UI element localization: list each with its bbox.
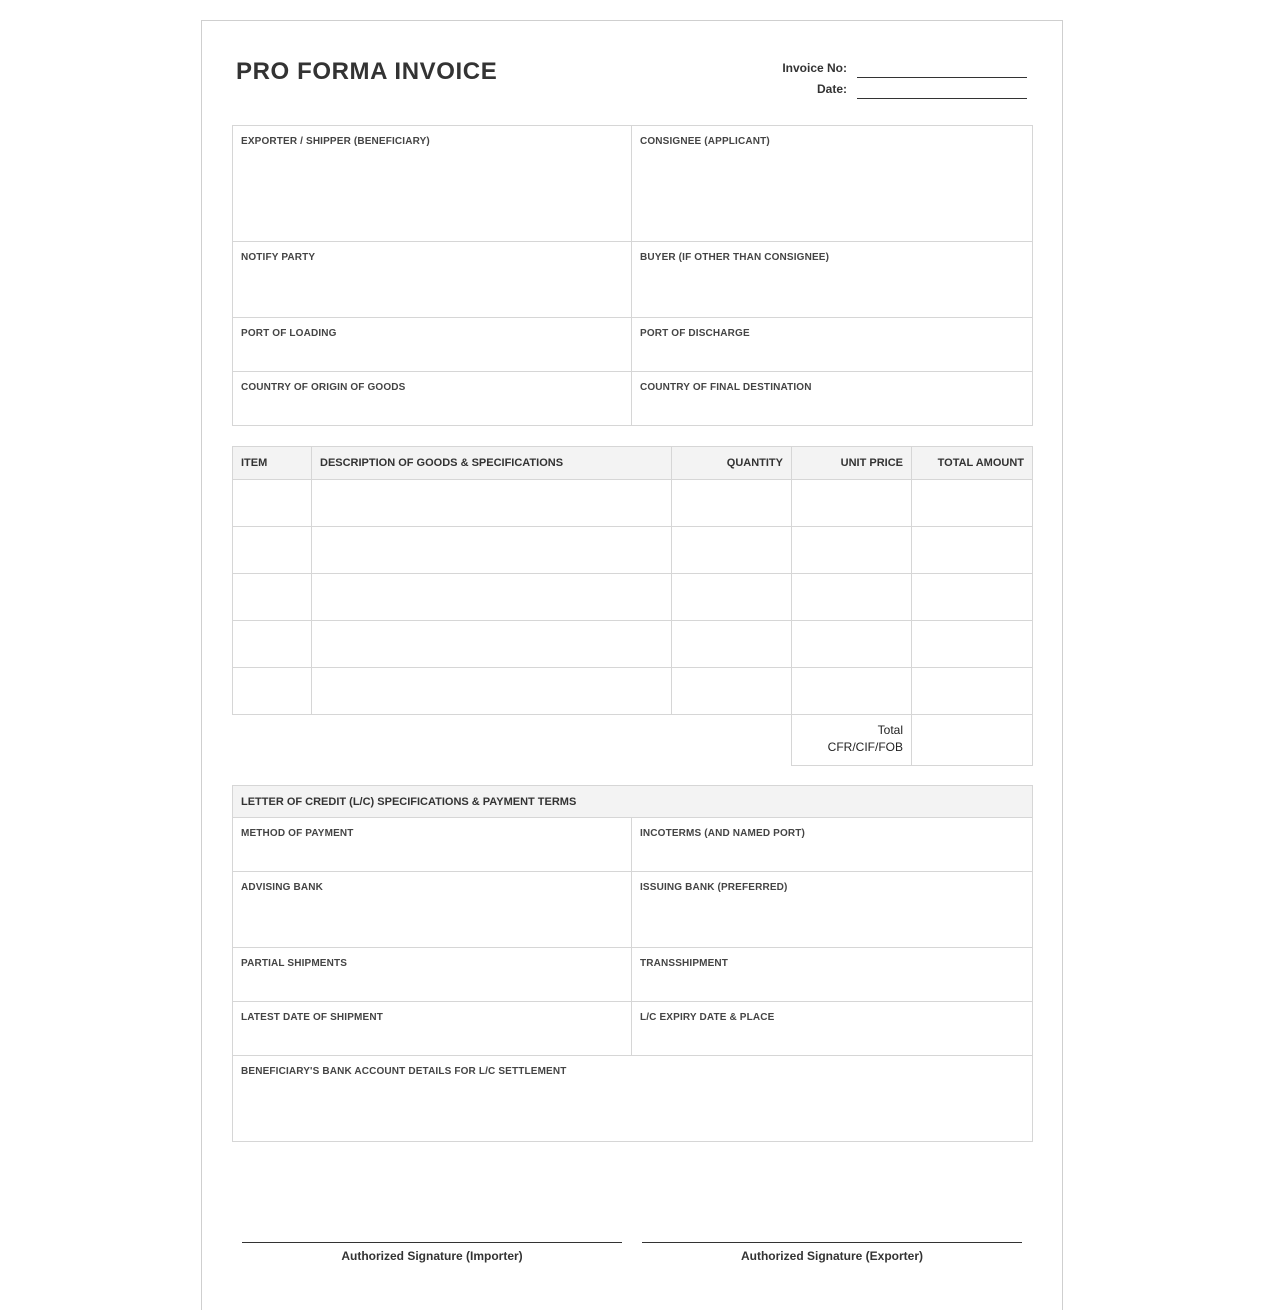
- lc-header: LETTER OF CREDIT (L/C) SPECIFICATIONS & PAYMENT TERMS: [233, 786, 1033, 818]
- importer-signature[interactable]: Authorized Signature (Importer): [242, 1242, 622, 1263]
- latest-date-label: LATEST DATE OF SHIPMENT: [241, 1012, 383, 1023]
- quantity-cell[interactable]: [672, 574, 792, 621]
- buyer-cell[interactable]: [632, 242, 1033, 318]
- total-amount-cell[interactable]: [912, 574, 1033, 621]
- invoice-no-field[interactable]: [857, 58, 1027, 78]
- port-discharge-cell[interactable]: [632, 318, 1033, 372]
- header-unit-price: UNIT PRICE: [792, 447, 912, 480]
- description-cell[interactable]: [312, 668, 672, 715]
- port-discharge-label: PORT OF DISCHARGE: [640, 328, 750, 339]
- item-cell[interactable]: [233, 527, 312, 574]
- advising-bank-label: ADVISING BANK: [241, 882, 323, 893]
- advising-bank-cell[interactable]: [233, 872, 632, 948]
- issuing-bank-label: ISSUING BANK (PREFERRED): [640, 882, 788, 893]
- country-origin-cell[interactable]: [233, 372, 632, 426]
- header-quantity: QUANTITY: [672, 447, 792, 480]
- total-amount-cell[interactable]: [912, 621, 1033, 668]
- buyer-label: BUYER (IF OTHER THAN CONSIGNEE): [640, 252, 830, 263]
- latest-date-cell[interactable]: [233, 1002, 632, 1056]
- quantity-cell[interactable]: [672, 527, 792, 574]
- header-item: ITEM: [233, 447, 312, 480]
- item-cell[interactable]: [233, 574, 312, 621]
- notify-party-cell[interactable]: [233, 242, 632, 318]
- partial-shipments-cell[interactable]: [233, 948, 632, 1002]
- date-label: Date:: [816, 82, 847, 96]
- total-label-cell: [792, 715, 912, 766]
- unit-price-cell[interactable]: [792, 480, 912, 527]
- document-title: PRO FORMA INVOICE: [236, 58, 498, 85]
- port-loading-cell[interactable]: [233, 318, 632, 372]
- issuing-bank-cell[interactable]: [632, 872, 1033, 948]
- table-row: [233, 527, 1033, 574]
- total-amount-cell[interactable]: [912, 668, 1033, 715]
- table-row: [233, 574, 1033, 621]
- method-payment-cell[interactable]: [233, 818, 632, 872]
- table-row: [233, 621, 1033, 668]
- item-cell[interactable]: [233, 668, 312, 715]
- total-terms-label: CFR/CIF/FOB: [827, 740, 903, 754]
- transshipment-label: TRANSSHIPMENT: [640, 958, 729, 969]
- notify-party-label: NOTIFY PARTY: [241, 252, 316, 263]
- total-label: Total: [877, 723, 903, 737]
- incoterms-cell[interactable]: [632, 818, 1033, 872]
- date-row: [760, 79, 1027, 99]
- unit-price-cell[interactable]: [792, 574, 912, 621]
- description-cell[interactable]: [312, 527, 672, 574]
- total-amount-cell[interactable]: [912, 527, 1033, 574]
- quantity-cell[interactable]: [672, 480, 792, 527]
- header-description: DESCRIPTION OF GOODS & SPECIFICATIONS: [312, 447, 672, 480]
- incoterms-label: INCOTERMS (AND NAMED PORT): [640, 828, 806, 839]
- quantity-cell[interactable]: [672, 668, 792, 715]
- lc-expiry-label: L/C EXPIRY DATE & PLACE: [640, 1012, 775, 1023]
- items-table: [232, 446, 1033, 766]
- grand-total-cell[interactable]: [912, 715, 1033, 766]
- exporter-cell[interactable]: [233, 126, 632, 242]
- country-origin-label: COUNTRY OF ORIGIN OF GOODS: [241, 382, 406, 393]
- description-cell[interactable]: [312, 574, 672, 621]
- bank-account-label: BENEFICIARY'S BANK ACCOUNT DETAILS FOR L/C SETTLEMENT: [241, 1066, 567, 1077]
- quantity-cell[interactable]: [672, 621, 792, 668]
- transshipment-cell[interactable]: [632, 948, 1033, 1002]
- country-destination-cell[interactable]: [632, 372, 1033, 426]
- table-row: [233, 668, 1033, 715]
- lc-expiry-cell[interactable]: [632, 1002, 1033, 1056]
- invoice-no-label: Invoice No:: [782, 61, 847, 75]
- unit-price-cell[interactable]: [792, 668, 912, 715]
- description-cell[interactable]: [312, 621, 672, 668]
- item-cell[interactable]: [233, 621, 312, 668]
- header-total-amount: TOTAL AMOUNT: [912, 447, 1033, 480]
- exporter-signature[interactable]: Authorized Signature (Exporter): [642, 1242, 1022, 1263]
- total-spacer: [233, 715, 792, 766]
- date-field[interactable]: [857, 79, 1027, 99]
- consignee-label: CONSIGNEE (APPLICANT): [640, 136, 770, 147]
- unit-price-cell[interactable]: [792, 621, 912, 668]
- invoice-no-row: [760, 58, 1027, 78]
- exporter-label: EXPORTER / SHIPPER (BENEFICIARY): [241, 136, 430, 147]
- country-destination-label: COUNTRY OF FINAL DESTINATION: [640, 382, 812, 393]
- consignee-cell[interactable]: [632, 126, 1033, 242]
- port-loading-label: PORT OF LOADING: [241, 328, 337, 339]
- table-row: [233, 480, 1033, 527]
- partial-shipments-label: PARTIAL SHIPMENTS: [241, 958, 348, 969]
- bank-account-cell[interactable]: [233, 1056, 1033, 1142]
- parties-table: [232, 125, 1033, 426]
- item-cell[interactable]: [233, 480, 312, 527]
- unit-price-cell[interactable]: [792, 527, 912, 574]
- description-cell[interactable]: [312, 480, 672, 527]
- lc-table: [232, 785, 1033, 1142]
- total-amount-cell[interactable]: [912, 480, 1033, 527]
- method-payment-label: METHOD OF PAYMENT: [241, 828, 354, 839]
- total-row: [233, 715, 1033, 766]
